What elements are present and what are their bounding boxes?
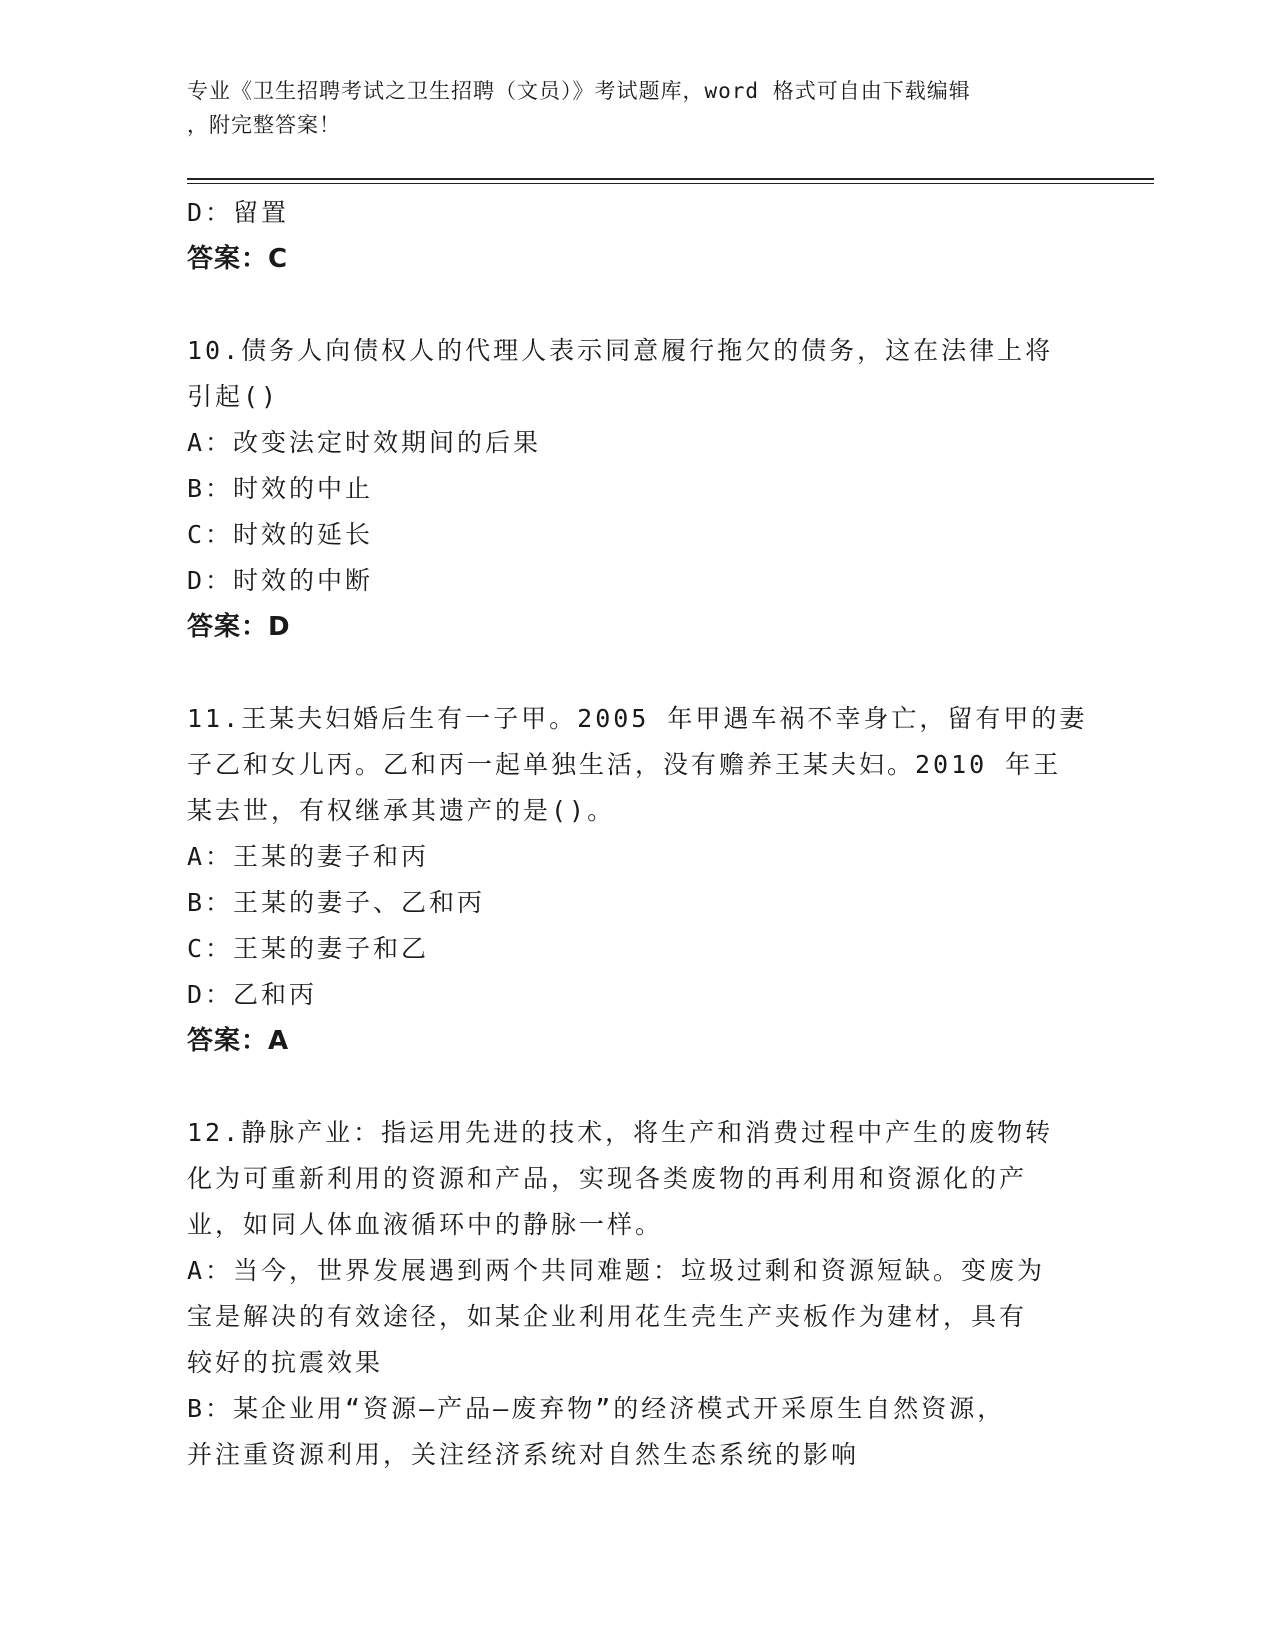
question-stem: 子乙和女儿丙。乙和丙一起单独生活，没有赡养王某夫妇。2010 年王 <box>187 750 1062 779</box>
question-stem: 业，如同人体血液循环中的静脉一样。 <box>187 1210 664 1239</box>
answer-line: 答案：D <box>187 612 291 642</box>
spacer <box>187 1064 1087 1110</box>
document-header: 专业《卫生招聘考试之卫生招聘（文员）》考试题库，word 格式可自由下载编辑 ，附完整答案！ <box>187 79 971 137</box>
question-stem: 10.债务人向债权人的代理人表示同意履行拖欠的债务，这在法律上将 <box>187 336 1054 365</box>
option-c: C：时效的延长 <box>187 520 374 549</box>
option-a: 宝是解决的有效途径，如某企业利用花生壳生产夹板作为建材，具有 <box>187 1302 1028 1331</box>
question-stem: 化为可重新利用的资源和产品，实现各类废物的再利用和资源化的产 <box>187 1164 1028 1193</box>
spacer <box>187 650 1087 696</box>
question-10 <box>187 328 1087 650</box>
option-a: A：改变法定时效期间的后果 <box>187 428 542 457</box>
question-12 <box>187 1110 1087 1478</box>
option-b: B：某企业用“资源—产品—废弃物”的经济模式开采原生自然资源， <box>187 1394 1006 1423</box>
option-a: 较好的抗震效果 <box>187 1348 384 1377</box>
question-stem: 11.王某夫妇婚后生有一子甲。2005 年甲遇车祸不幸身亡，留有甲的妻 <box>187 704 1088 733</box>
option-c: C：王某的妻子和乙 <box>187 934 430 963</box>
option-d: D：时效的中断 <box>187 566 374 595</box>
question-11 <box>187 696 1087 1064</box>
header-rule-thick <box>187 178 1154 180</box>
question-9-tail <box>187 190 1087 282</box>
question-list <box>187 190 1087 1478</box>
question-stem: 某去世，有权继承其遗产的是()。 <box>187 796 616 825</box>
option-a: A：当今，世界发展遇到两个共同难题：垃圾过剩和资源短缺。变废为 <box>187 1256 1046 1285</box>
option-b: B：王某的妻子、乙和丙 <box>187 888 486 917</box>
option-a: A：王某的妻子和丙 <box>187 842 430 871</box>
answer-line: 答案：C <box>187 244 289 274</box>
question-stem: 12.静脉产业：指运用先进的技术，将生产和消费过程中产生的废物转 <box>187 1118 1054 1147</box>
question-stem: 引起() <box>187 382 280 411</box>
answer-line: 答案：A <box>187 1026 290 1056</box>
header-rule-thin <box>187 183 1154 184</box>
option-b: B：时效的中止 <box>187 474 374 503</box>
option-d: D：乙和丙 <box>187 980 318 1009</box>
option-b: 并注重资源利用，关注经济系统对自然生态系统的影响 <box>187 1440 860 1469</box>
spacer <box>187 282 1087 328</box>
option-d: D：留置 <box>187 198 290 227</box>
